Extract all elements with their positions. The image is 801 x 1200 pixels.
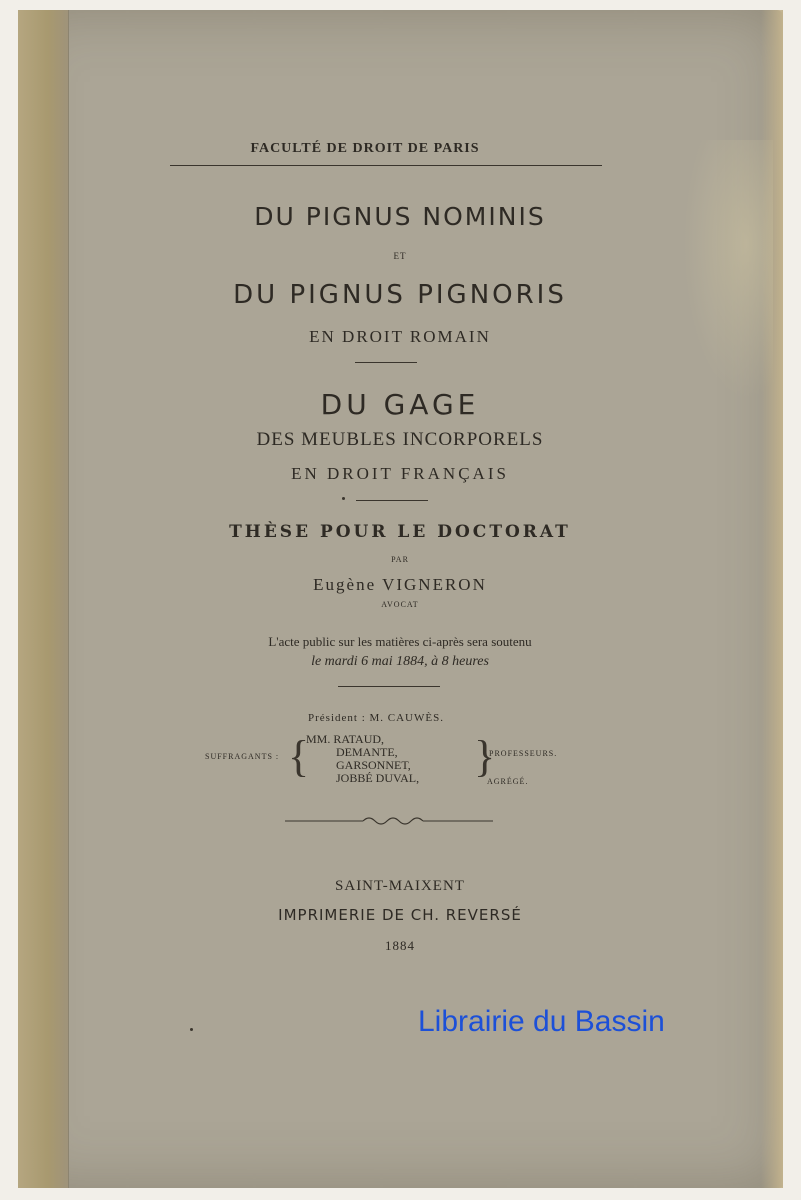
divider-rule [338,686,440,687]
divider-rule [355,362,417,363]
examiner-list [306,733,419,785]
date-line: le mardi 6 mai 1884, à 8 heures [311,654,489,669]
subtitle-line-3: EN DROIT FRANÇAIS [291,464,509,483]
suffragants-label: SUFFRAGANTS : [205,752,280,761]
subtitle-line-2: DES MEUBLES INCORPORELS [256,429,544,450]
par-label: PAR [391,555,409,564]
divider-rule [356,500,428,501]
watermark: Librairie du Bassin [418,1005,665,1038]
publication-year: 1884 [385,938,415,953]
publisher-city: SAINT-MAIXENT [335,878,465,894]
faculty-heading: FACULTÉ DE DROIT DE PARIS [250,141,480,156]
subtitle-line-1: DU GAGE [320,388,480,421]
examiner-name: DEMANTE, [336,745,398,759]
ornament-divider [285,812,493,830]
book-cover [18,10,783,1188]
right-brace: } [474,732,496,781]
speck [190,1028,193,1031]
faculty-rule [170,165,602,166]
stain [683,140,773,400]
dot-mark [342,497,345,500]
thesis-heading: THÈSE POUR LE DOCTORAT [229,522,571,542]
acte-line: L'acte public sur les matières ci-après sera soutenu [268,634,532,649]
examiner-name: JOBBÉ DUVAL, [336,771,420,785]
author-name: Eugène VIGNERON [313,575,487,594]
examiner-name: GARSONNET, [336,758,411,772]
title-line-1: DU PIGNUS NOMINIS [254,202,546,231]
professeurs-label: PROFESSEURS. [489,749,558,758]
spine [18,10,69,1188]
title-line-3: EN DROIT ROMAIN [309,327,491,346]
conjunction: ET [393,251,407,261]
title-line-2: DU PIGNUS PIGNORIS [233,280,567,310]
examiner-name: MM. RATAUD, [306,732,385,746]
president-line: Président : M. CAUWÈS. [308,712,444,724]
agrege-label: AGRÉGÉ. [487,777,529,786]
printer-name: IMPRIMERIE DE CH. REVERSÉ [278,906,522,924]
author-title: AVOCAT [381,600,419,609]
left-brace: { [288,732,310,781]
